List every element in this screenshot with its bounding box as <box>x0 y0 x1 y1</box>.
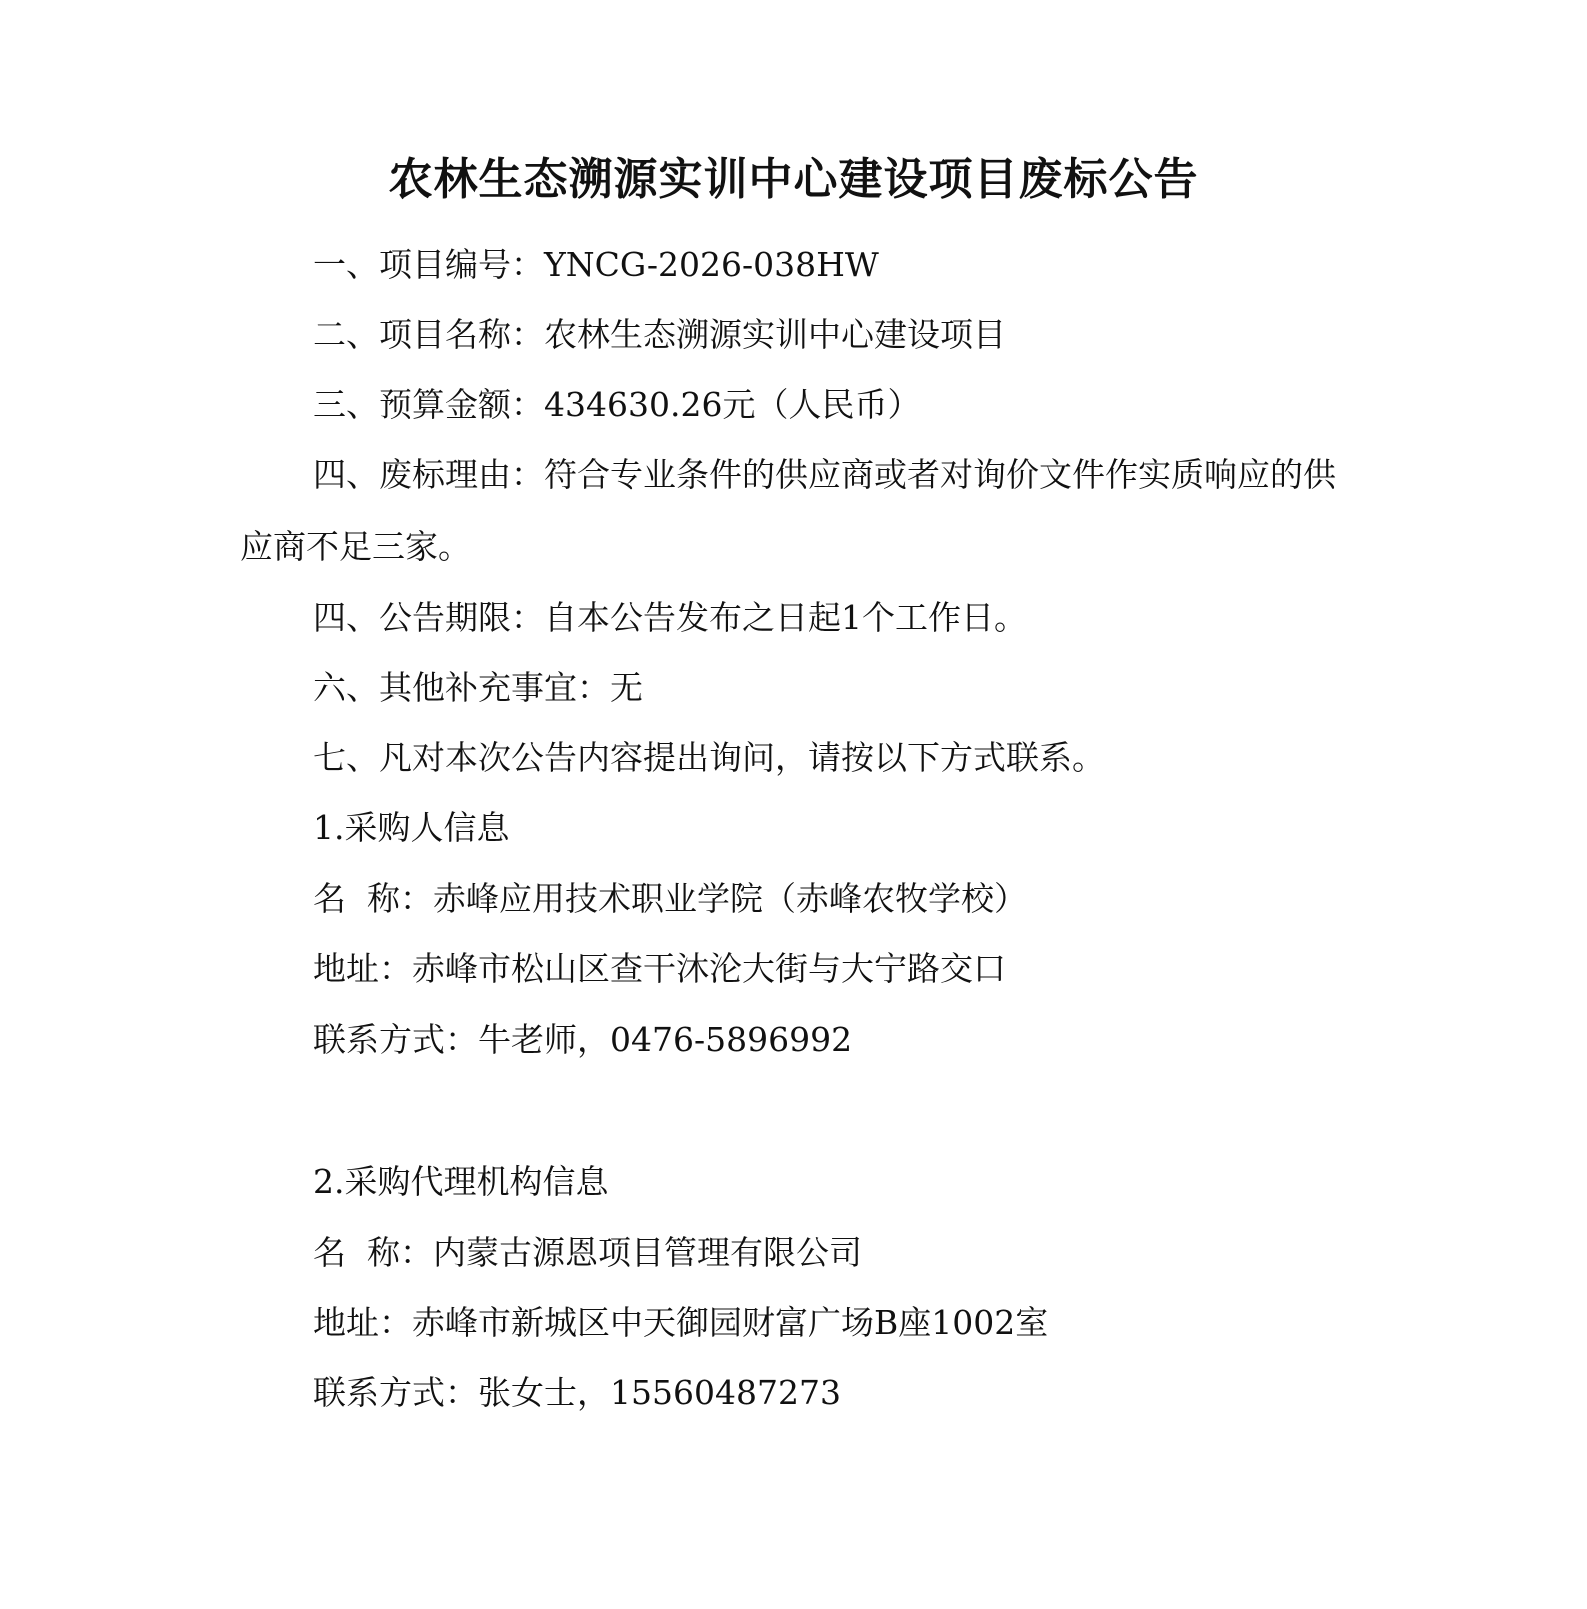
agency-name: 名 称：内蒙古源恩项目管理有限公司 <box>313 1233 862 1272</box>
project-number-line: 一、项目编号：YNCG-2026-038HW <box>313 245 879 284</box>
project-name-line: 二、项目名称：农林生态溯源实训中心建设项目 <box>313 315 1006 354</box>
budget-line: 三、预算金额：434630.26元（人民币） <box>313 385 921 424</box>
purchaser-heading: 1.采购人信息 <box>313 808 510 847</box>
purchaser-contact: 联系方式：牛老师，0476-5896992 <box>313 1020 853 1059</box>
agency-contact: 联系方式：张女士，15560487273 <box>313 1373 841 1412</box>
purchaser-name: 名 称：赤峰应用技术职业学院（赤峰农牧学校） <box>313 879 1027 918</box>
contact-intro-line: 七、凡对本次公告内容提出询问，请按以下方式联系。 <box>313 738 1105 777</box>
agency-heading: 2.采购代理机构信息 <box>313 1162 609 1201</box>
announcement-period-line: 四、公告期限：自本公告发布之日起1个工作日。 <box>313 598 1027 637</box>
purchaser-address: 地址：赤峰市松山区查干沐沦大街与大宁路交口 <box>313 949 1006 988</box>
other-matters-line: 六、其他补充事宜：无 <box>313 668 643 707</box>
document-title: 农林生态溯源实训中心建设项目废标公告 <box>388 154 1199 205</box>
agency-address: 地址：赤峰市新城区中天御园财富广场B座1002室 <box>313 1303 1049 1342</box>
reason-paragraph: 四、废标理由：符合专业条件的供应商或者对询价文件作实质响应的供应商不足三家。 <box>240 455 1336 566</box>
